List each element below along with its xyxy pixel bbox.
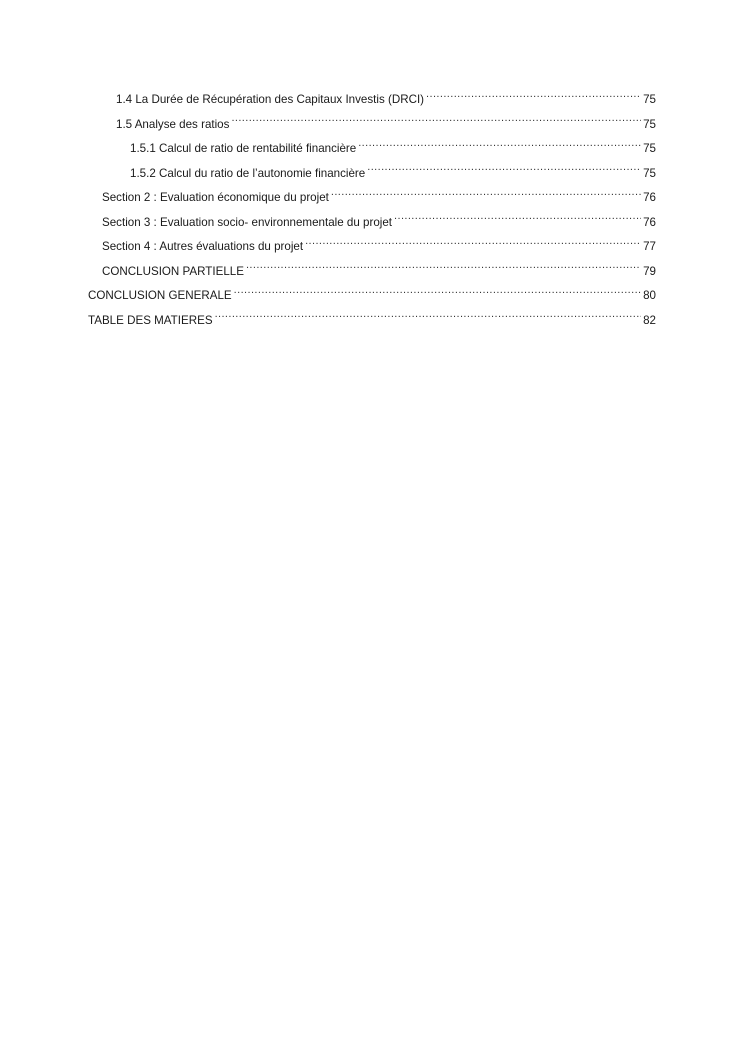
toc-entry-page: 79: [643, 264, 656, 278]
toc-dot-leader: [331, 191, 641, 201]
toc-dot-leader: [367, 167, 641, 177]
toc-dot-leader: [231, 118, 641, 128]
toc-dot-leader: [215, 314, 642, 324]
toc-entry-drci[interactable]: [88, 88, 656, 113]
toc-entry-page: 82: [643, 313, 656, 327]
toc-dot-leader: [426, 93, 641, 103]
toc-entry-section-2[interactable]: [88, 186, 656, 211]
toc-entry-title: 1.5.2 Calcul du ratio de l’autonomie financière: [130, 166, 366, 180]
toc-entry-section-3[interactable]: [88, 211, 656, 236]
toc-entry-analyse-ratios[interactable]: [88, 113, 656, 138]
toc-entry-title: Section 2 : Evaluation économique du projet: [102, 191, 329, 204]
toc-entry-rentabilite-financiere[interactable]: [88, 137, 656, 162]
toc-entry-title: 1.5 Analyse des ratios: [116, 117, 230, 131]
toc-entry-page: 75: [643, 93, 656, 106]
toc-dot-leader: [358, 142, 641, 152]
toc-entry-table-des-matieres[interactable]: [88, 309, 656, 334]
toc-entry-page: 75: [643, 117, 656, 131]
toc-dot-leader: [305, 240, 641, 250]
toc-entry-conclusion-partielle[interactable]: [88, 260, 656, 285]
toc-entry-section-4[interactable]: [88, 235, 656, 260]
toc-entry-title: Section 4 : Autres évaluations du projet: [102, 240, 304, 253]
toc-entry-title: CONCLUSION PARTIELLE: [102, 264, 244, 278]
toc-dot-leader: [394, 216, 641, 226]
table-of-contents: [88, 88, 656, 333]
toc-entry-title: Section 3 : Evaluation socio- environnementale du projet: [102, 215, 393, 229]
toc-entry-conclusion-generale[interactable]: [88, 284, 656, 309]
toc-entry-title: TABLE DES MATIERES: [88, 313, 213, 327]
toc-dot-leader: [234, 289, 641, 299]
toc-entry-page: 75: [643, 166, 656, 180]
toc-entry-page: 75: [643, 142, 656, 155]
toc-entry-autonomie-financiere[interactable]: [88, 162, 656, 187]
toc-entry-page: 80: [643, 289, 656, 302]
toc-entry-title: CONCLUSION GENERALE: [88, 289, 232, 302]
toc-entry-page: 77: [643, 240, 656, 253]
toc-entry-title: 1.4 La Durée de Récupération des Capitaux Investis (DRCI): [116, 93, 425, 106]
toc-entry-page: 76: [643, 215, 656, 229]
toc-dot-leader: [246, 265, 641, 275]
toc-entry-page: 76: [643, 191, 656, 204]
toc-entry-title: 1.5.1 Calcul de ratio de rentabilité financière: [130, 142, 357, 155]
